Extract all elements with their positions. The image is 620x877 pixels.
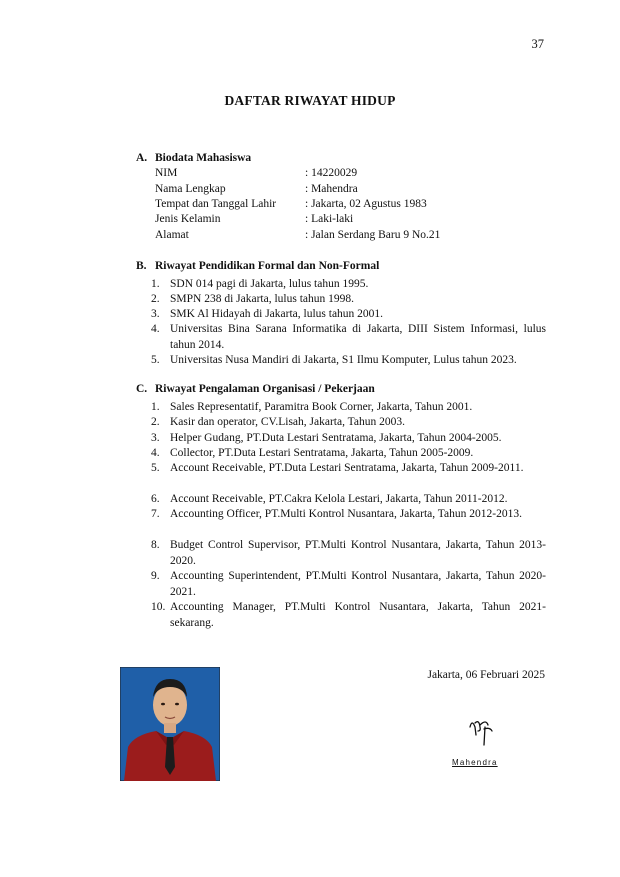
item-text: Sales Representatif, Paramitra Book Corner, Jakarta, Tahun 2001.: [170, 401, 473, 413]
item-text: SMK Al Hidayah di Jakarta, lulus tahun 2001.: [170, 308, 384, 320]
document-title: DAFTAR RIWAYAT HIDUP: [224, 93, 396, 108]
item-number: 2.: [151, 416, 160, 428]
bio-label-gender: Jenis Kelamin: [155, 213, 221, 225]
item-text: Collector, PT.Duta Lestari Sentratama, Jakarta, Tahun 2005-2009.: [170, 447, 474, 459]
list-item: [151, 506, 546, 522]
signature: [466, 715, 496, 754]
list-item: [151, 291, 546, 307]
list-item: [151, 599, 546, 631]
section-b-letter: B.: [136, 260, 147, 272]
portrait-photo: [120, 667, 220, 781]
item-text: Helper Gudang, PT.Duta Lestari Sentratama, Jakarta, Tahun 2004-2005.: [170, 432, 502, 444]
item-number: 9.: [151, 570, 160, 582]
list-item: [151, 537, 546, 569]
item-number: 7.: [151, 508, 160, 520]
item-number: 4.: [151, 447, 160, 459]
item-text: Universitas Nusa Mandiri di Jakarta, S1 Ilmu Komputer, Lulus tahun 2023.: [170, 354, 517, 366]
signatory-name: Mahendra: [452, 758, 498, 767]
bio-label-address: Alamat: [155, 229, 189, 241]
item-text: Universitas Bina Sarana Informatika di Jakarta, DIII Sistem Informasi, lulus tahun 2014.: [170, 323, 546, 351]
list-item: [151, 306, 546, 322]
list-item: [151, 445, 546, 461]
bio-value-nim: : 14220029: [305, 167, 358, 179]
bio-value-address: : Jalan Serdang Baru 9 No.21: [305, 229, 441, 241]
item-number: 8.: [151, 539, 160, 551]
item-number: 3.: [151, 308, 160, 320]
item-number: 3.: [151, 432, 160, 444]
bio-label-nim: NIM: [155, 167, 178, 179]
item-text: Accounting Manager, PT.Multi Kontrol Nusantara, Jakarta, Tahun 2021-sekarang.: [170, 601, 546, 629]
list-item: [151, 399, 546, 415]
item-number: 10.: [151, 601, 166, 613]
section-c-heading: Riwayat Pengalaman Organisasi / Pekerjaan: [155, 383, 375, 395]
item-text: SDN 014 pagi di Jakarta, lulus tahun 1995.: [170, 278, 369, 290]
list-item: [151, 491, 546, 507]
item-text: Account Receivable, PT.Duta Lestari Sentratama, Jakarta, Tahun 2009-2011.: [170, 462, 524, 474]
bio-value-name: : Mahendra: [305, 183, 358, 195]
list-item: [151, 430, 546, 446]
list-item: [151, 568, 546, 600]
page-number: 37: [531, 37, 544, 51]
item-number: 5.: [151, 462, 160, 474]
item-number: 5.: [151, 354, 160, 366]
list-item: [151, 460, 546, 476]
list-item: [151, 414, 546, 430]
list-item: [151, 352, 546, 368]
section-a-letter: A.: [136, 152, 148, 164]
section-b-heading: Riwayat Pendidikan Formal dan Non-Formal: [155, 260, 380, 272]
bio-label-birth: Tempat dan Tanggal Lahir: [155, 198, 277, 210]
bio-value-gender: : Laki-laki: [305, 213, 354, 225]
item-number: 2.: [151, 293, 160, 305]
portrait-photo-icon: [120, 667, 220, 781]
item-text: Accounting Superintendent, PT.Multi Kontrol Nusantara, Jakarta, Tahun 2020-2021.: [170, 570, 546, 598]
item-text: Kasir dan operator, CV.Lisah, Jakarta, Tahun 2003.: [170, 416, 405, 428]
item-text: SMPN 238 di Jakarta, lulus tahun 1998.: [170, 293, 354, 305]
item-number: 1.: [151, 401, 160, 413]
list-item: [151, 276, 546, 292]
item-text: Budget Control Supervisor, PT.Multi Kontrol Nusantara, Jakarta, Tahun 2013-2020.: [170, 539, 546, 567]
item-number: 4.: [151, 323, 160, 335]
section-a-heading: Biodata Mahasiswa: [155, 152, 252, 164]
bio-value-birth: : Jakarta, 02 Agustus 1983: [305, 198, 427, 210]
signature-icon: [466, 715, 496, 751]
item-number: 1.: [151, 278, 160, 290]
list-item: [151, 321, 546, 353]
item-text: Accounting Officer, PT.Multi Kontrol Nusantara, Jakarta, Tahun 2012-2013.: [170, 508, 522, 520]
item-text: Account Receivable, PT.Cakra Kelola Lestari, Jakarta, Tahun 2011-2012.: [170, 493, 508, 505]
item-number: 6.: [151, 493, 160, 505]
section-c-letter: C.: [136, 383, 148, 395]
place-date: Jakarta, 06 Februari 2025: [427, 669, 545, 681]
bio-label-name: Nama Lengkap: [155, 183, 226, 195]
